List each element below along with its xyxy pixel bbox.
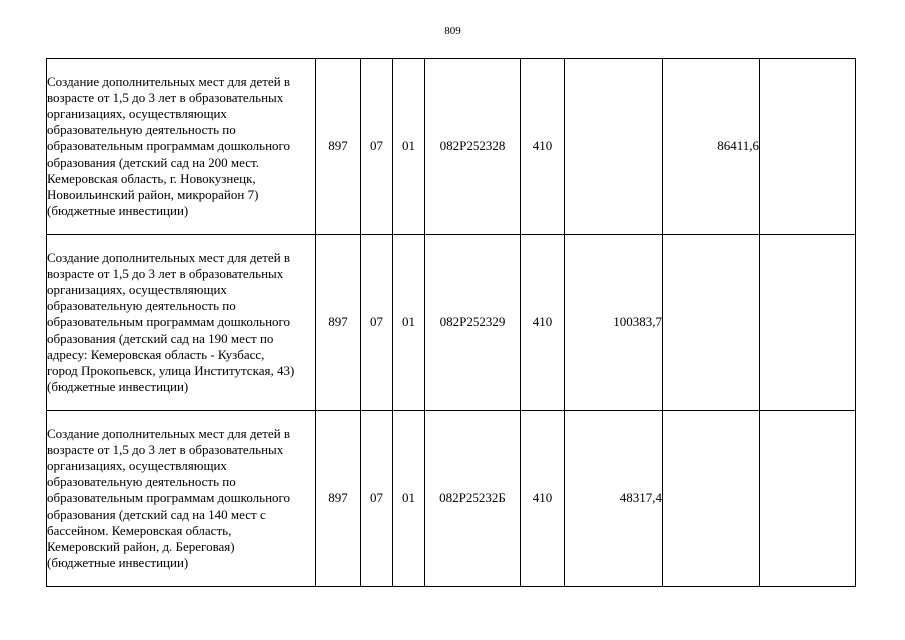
expense-type-cell: 410 [521,59,565,235]
section-code-cell: 07 [361,59,393,235]
ministry-code-cell: 897 [316,59,361,235]
description-line: (бюджетные инвестиции) [47,202,189,218]
ministry-code-cell: 897 [316,235,361,411]
description-line: образовательным программам дошкольного [47,138,291,154]
amount-3-cell [760,235,856,411]
description-line: образовательную деятельность по [47,122,236,138]
description-line: бассейном. Кемеровская область, [47,522,232,538]
amount-1-cell: 48317,4 [565,411,663,587]
expense-type-cell: 410 [521,235,565,411]
description-cell [47,59,316,235]
subsection-code-cell: 01 [393,411,425,587]
description-line: адресу: Кемеровская область - Кузбасс, [47,346,265,362]
description-line: возрасте от 1,5 до 3 лет в образовательных [47,90,284,106]
description-line: организациях, осуществляющих [47,282,227,298]
description-line: Создание дополнительных мест для детей в [47,74,291,90]
description-line: организациях, осуществляющих [47,106,227,122]
amount-2-cell: 86411,6 [663,59,760,235]
target-article-cell: 082P252328 [425,59,521,235]
amount-2-cell [663,411,760,587]
ministry-code-cell: 897 [316,411,361,587]
description-line: образовательную деятельность по [47,298,236,314]
budget-table [46,58,856,587]
description-line: возрасте от 1,5 до 3 лет в образовательных [47,442,284,458]
description-line: (бюджетные инвестиции) [47,378,189,394]
subsection-code-cell: 01 [393,235,425,411]
description-line: образования (детский сад на 140 мест с [47,506,266,522]
amount-2-cell [663,235,760,411]
subsection-code-cell: 01 [393,59,425,235]
amount-3-cell [760,59,856,235]
description-line: Новоильинский район, микрорайон 7) [47,186,259,202]
amount-3-cell [760,411,856,587]
description-line: образования (детский сад на 190 мест по [47,330,274,346]
expense-type-cell: 410 [521,411,565,587]
description-line: возрасте от 1,5 до 3 лет в образовательных [47,266,284,282]
section-code-cell: 07 [361,235,393,411]
description-line: Кемеровская область, г. Новокузнецк, [47,170,256,186]
description-line: Создание дополнительных мест для детей в [47,426,291,442]
description-line: Создание дополнительных мест для детей в [47,250,291,266]
amount-1-cell: 100383,7 [565,235,663,411]
description-line: образовательным программам дошкольного [47,314,291,330]
amount-1-cell [565,59,663,235]
table-row [47,59,856,235]
description-line: город Прокопьевск, улица Институтская, 43) [47,362,295,378]
description-cell [47,411,316,587]
description-line: образовательным программам дошкольного [47,490,291,506]
description-line: Кемеровский район, д. Береговая) [47,538,235,554]
target-article-cell: 082P25232Б [425,411,521,587]
description-line: организациях, осуществляющих [47,458,227,474]
description-line: (бюджетные инвестиции) [47,554,189,570]
table-row [47,235,856,411]
description-cell [47,235,316,411]
page-number: 809 [444,25,461,37]
target-article-cell: 082P252329 [425,235,521,411]
section-code-cell: 07 [361,411,393,587]
table-row [47,411,856,587]
description-line: образовательную деятельность по [47,474,236,490]
description-line: образования (детский сад на 200 мест. [47,154,259,170]
